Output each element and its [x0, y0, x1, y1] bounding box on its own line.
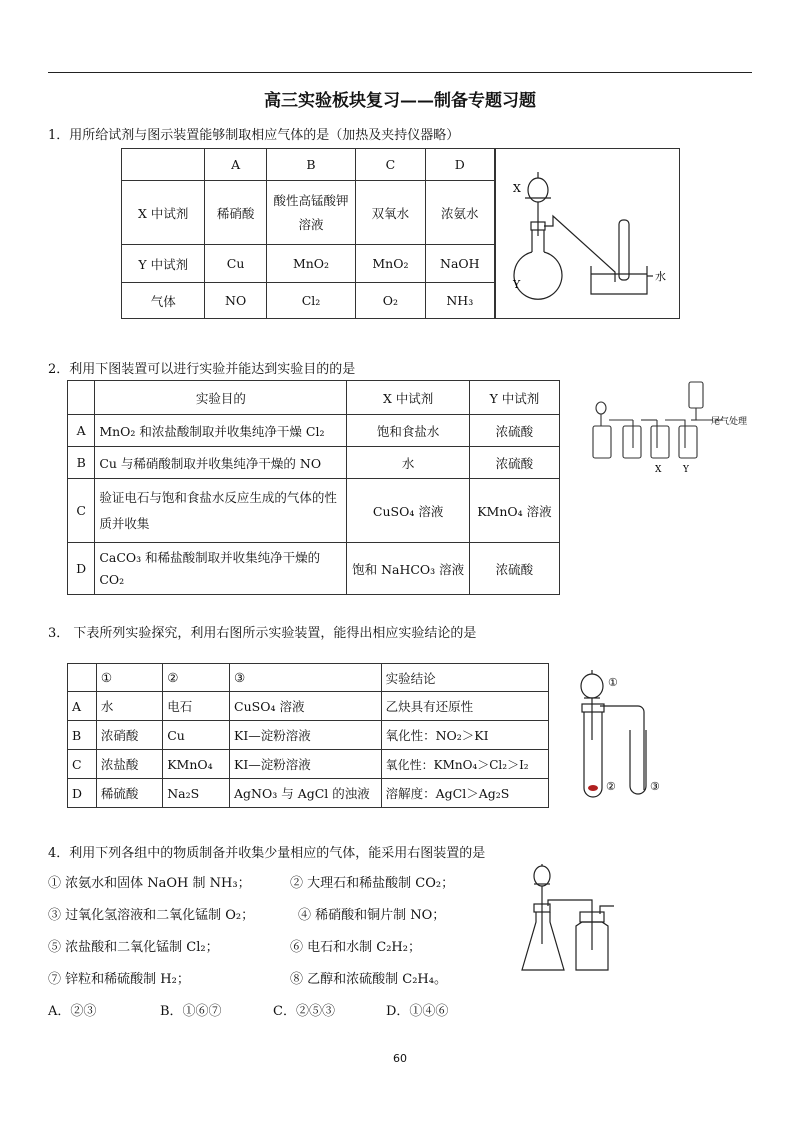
- q1-cell: Cu: [205, 245, 266, 283]
- q3-cell: 浓硝酸: [96, 721, 162, 750]
- q4-stem: 4．利用下列各组中的物质制备并收集少量相应的气体，能采用右图装置的是: [48, 846, 486, 861]
- q4-item: ⑦ 锌粒和稀硫酸制 H₂；: [48, 972, 190, 987]
- q3-fig-label-1: ①: [608, 676, 618, 689]
- q4-item: ⑤ 浓盐酸和二氧化锰制 Cl₂；: [48, 940, 219, 955]
- q4-item: ⑧ 乙醇和浓硫酸制 C₂H₄。: [290, 972, 447, 987]
- q1-cell: X 中试剂: [122, 181, 205, 245]
- q2-fig-label-tail: 尾气处理: [711, 417, 748, 427]
- q1-fig-label-x: X: [513, 182, 521, 195]
- q2-stem: 2．利用下图装置可以进行实验并能达到实验目的的是: [48, 362, 356, 377]
- q3-header-cell: [68, 664, 97, 692]
- q3-cell: CuSO₄ 溶液: [230, 692, 382, 721]
- q3-cell: KMnO₄: [163, 750, 230, 779]
- q1-table: [121, 148, 495, 319]
- q1-cell: NH₃: [425, 283, 494, 319]
- q3-cell: KI—淀粉溶液: [230, 721, 382, 750]
- q3-cell: 氧化性：KMnO₄＞Cl₂＞I₂: [381, 750, 548, 779]
- q2-cell: C: [68, 479, 95, 543]
- q3-apparatus-figure: [570, 660, 680, 805]
- q4-option-b: B．①⑥⑦: [160, 1004, 222, 1019]
- q1-cell: 双氧水: [356, 181, 425, 245]
- q1-fig-label-y: Y: [513, 278, 521, 291]
- q2-cell: 饱和食盐水: [347, 415, 469, 447]
- q2-fig-label-y: Y: [683, 465, 689, 475]
- q2-header-cell: 实验目的: [95, 381, 347, 415]
- q4-item: ② 大理石和稀盐酸制 CO₂；: [290, 876, 455, 891]
- q2-header-cell: Y 中试剂: [469, 381, 559, 415]
- q1-cell: MnO₂: [266, 245, 355, 283]
- q2-cell: 饱和 NaHCO₃ 溶液: [347, 543, 469, 595]
- q2-cell: KMnO₄ 溶液: [469, 479, 559, 543]
- q2-fig-label-x: X: [655, 465, 662, 475]
- q3-cell: 氧化性：NO₂＞KI: [381, 721, 548, 750]
- q2-cell: CaCO₃ 和稀盐酸制取并收集纯净干燥的 CO₂: [95, 543, 347, 595]
- q2-cell: 验证电石与饱和食盐水反应生成的气体的性质并收集: [95, 479, 347, 543]
- q3-cell: KI—淀粉溶液: [230, 750, 382, 779]
- q1-cell: NO: [205, 283, 266, 319]
- q1-cell: Cl₂: [266, 283, 355, 319]
- q1-header-cell: C: [356, 149, 425, 181]
- q3-cell: A: [68, 692, 97, 721]
- q2-cell: 水: [347, 447, 469, 479]
- q1-cell: NaOH: [425, 245, 494, 283]
- q2-cell: MnO₂ 和浓盐酸制取并收集纯净干燥 Cl₂: [95, 415, 347, 447]
- q3-header-cell: ①: [96, 664, 162, 692]
- q1-fig-label-water: 水: [655, 270, 666, 283]
- q2-cell: D: [68, 543, 95, 595]
- q3-cell: D: [68, 779, 97, 808]
- q2-cell: 浓硫酸: [469, 415, 559, 447]
- q2-apparatus-figure: [585, 376, 755, 476]
- q4-option-a: A．②③: [48, 1004, 97, 1019]
- q3-header-cell: 实验结论: [381, 664, 548, 692]
- q4-option-d: D．①④⑥: [386, 1004, 449, 1019]
- page-title: 高三实验板块复习——制备专题习题: [264, 91, 536, 111]
- q3-table: [67, 663, 549, 808]
- q3-fig-label-2: ②: [606, 780, 616, 793]
- q2-cell: B: [68, 447, 95, 479]
- q4-item: ③ 过氧化氢溶液和二氧化锰制 O₂；: [48, 908, 255, 923]
- q1-header-cell: D: [425, 149, 494, 181]
- q1-cell: 酸性高锰酸钾溶液: [266, 181, 355, 245]
- q1-header-cell: [122, 149, 205, 181]
- q3-fig-label-3: ③: [650, 780, 660, 793]
- q1-cell: 浓氨水: [425, 181, 494, 245]
- q3-cell: 浓盐酸: [96, 750, 162, 779]
- q1-cell: O₂: [356, 283, 425, 319]
- q1-cell: 气体: [122, 283, 205, 319]
- q3-header-cell: ②: [163, 664, 230, 692]
- q1-cell: MnO₂: [356, 245, 425, 283]
- q3-cell: Cu: [163, 721, 230, 750]
- q3-cell: AgNO₃ 与 AgCl 的浊液: [230, 779, 382, 808]
- q3-cell: 水: [96, 692, 162, 721]
- q4-option-c: C．②⑤③: [273, 1004, 335, 1019]
- q4-item: ④ 稀硝酸和铜片制 NO；: [298, 908, 446, 923]
- q1-header-cell: A: [205, 149, 266, 181]
- q3-cell: Na₂S: [163, 779, 230, 808]
- q2-header-cell: [68, 381, 95, 415]
- q3-stem: 3． 下表所列实验探究，利用右图所示实验装置，能得出相应实验结论的是: [48, 626, 477, 641]
- q4-apparatus-figure: [516, 862, 616, 980]
- q2-cell: 浓硫酸: [469, 447, 559, 479]
- q2-cell: CuSO₄ 溶液: [347, 479, 469, 543]
- q4-item: ① 浓氨水和固体 NaOH 制 NH₃；: [48, 876, 251, 891]
- header-rule: [48, 72, 752, 73]
- q1-header-cell: B: [266, 149, 355, 181]
- q3-cell: C: [68, 750, 97, 779]
- q2-header-cell: X 中试剂: [347, 381, 469, 415]
- q3-cell: 电石: [163, 692, 230, 721]
- q3-cell: 溶解度：AgCl＞Ag₂S: [381, 779, 548, 808]
- q3-cell: 稀硫酸: [96, 779, 162, 808]
- q2-cell: A: [68, 415, 95, 447]
- q2-cell: 浓硫酸: [469, 543, 559, 595]
- q1-apparatus-figure: [495, 148, 680, 319]
- q3-cell: B: [68, 721, 97, 750]
- q2-cell: Cu 与稀硝酸制取并收集纯净干燥的 NO: [95, 447, 347, 479]
- q3-cell: 乙炔具有还原性: [381, 692, 548, 721]
- q1-stem: 1．用所给试剂与图示装置能够制取相应气体的是（加热及夹持仪器略）: [48, 128, 460, 143]
- q3-header-cell: ③: [230, 664, 382, 692]
- q4-item: ⑥ 电石和水制 C₂H₂；: [290, 940, 421, 955]
- q1-cell: 稀硝酸: [205, 181, 266, 245]
- q1-cell: Y 中试剂: [122, 245, 205, 283]
- page-number: 60: [393, 1052, 407, 1065]
- q2-table: [67, 380, 560, 595]
